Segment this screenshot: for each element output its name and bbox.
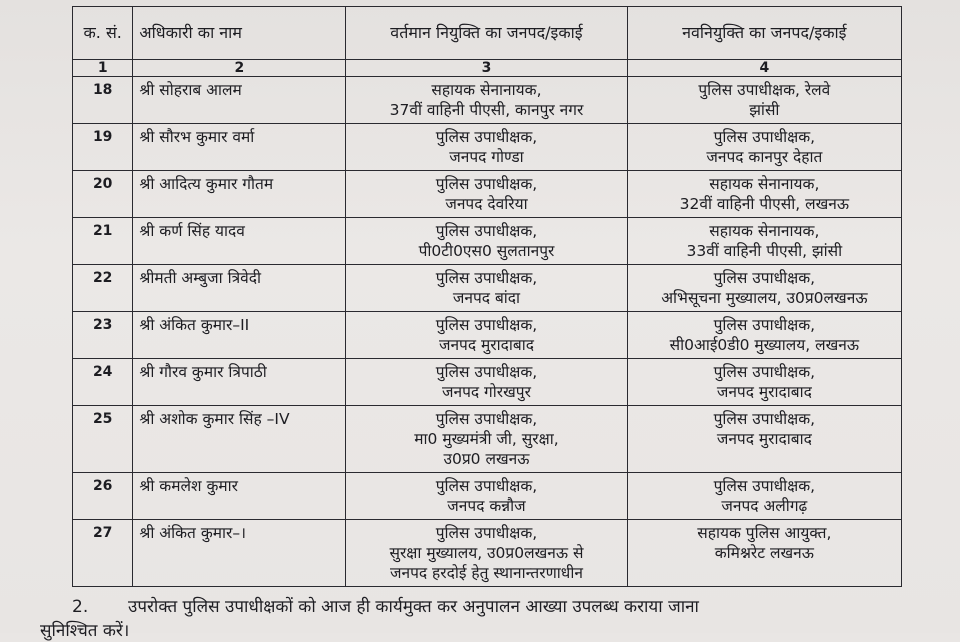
current-posting-cell [346, 473, 627, 520]
transfer-table [72, 6, 902, 587]
current-posting-line: जनपद गोण्डा [449, 148, 524, 166]
new-posting-line: अभिसूचना मुख्यालय, उ0प्र0लखनऊ [661, 289, 868, 307]
serial-number-cell: 21 [73, 218, 133, 265]
current-posting-cell [346, 218, 627, 265]
officer-name-cell: श्री सोहराब आलम [133, 77, 346, 124]
officer-name-cell: श्री गौरव कुमार त्रिपाठी [133, 359, 346, 406]
officer-name-cell: श्रीमती अम्बुजा त्रिवेदी [133, 265, 346, 312]
new-posting-line: जनपद मुरादाबाद [716, 430, 812, 448]
table-row [73, 218, 902, 265]
new-posting-cell [627, 359, 901, 406]
serial-number-cell: 18 [73, 77, 133, 124]
new-posting-line: सहायक सेनानायक, [709, 175, 820, 193]
current-posting-line: पी0टी0एस0 सुलतानपुर [418, 242, 555, 260]
header-current-posting: वर्तमान नियुक्ति का जनपद/इकाई [346, 7, 627, 60]
current-posting-line: जनपद हरदोई हेतु स्थानान्तरणाधीन [389, 564, 583, 582]
new-posting-line: सी0आई0डी0 मुख्यालय, लखनऊ [669, 336, 860, 354]
serial-number-cell: 22 [73, 265, 133, 312]
current-posting-line: पुलिस उपाधीक्षक, [435, 222, 538, 240]
current-posting-cell [346, 124, 627, 171]
table-row [73, 359, 902, 406]
officer-name-cell: श्री सौरभ कुमार वर्मा [133, 124, 346, 171]
current-posting-cell [346, 265, 627, 312]
footer-paragraph [72, 596, 932, 618]
new-posting-line: जनपद अलीगढ़ [721, 497, 808, 515]
new-posting-line: पुलिस उपाधीक्षक, रेलवे [698, 81, 831, 99]
new-posting-line: झांसी [749, 101, 780, 119]
new-posting-line: सहायक सेनानायक, [709, 222, 820, 240]
new-posting-cell [627, 265, 901, 312]
table-row [73, 406, 902, 473]
new-posting-line: 32वीं वाहिनी पीएसी, लखनऊ [679, 195, 850, 213]
new-posting-cell [627, 406, 901, 473]
officer-name-cell: श्री आदित्य कुमार गौतम [133, 171, 346, 218]
new-posting-cell [627, 473, 901, 520]
serial-number-cell: 23 [73, 312, 133, 359]
officer-name-cell: श्री अंकित कुमार–। [133, 520, 346, 587]
current-posting-line: पुलिस उपाधीक्षक, [435, 363, 538, 381]
new-posting-line: जनपद मुरादाबाद [716, 383, 812, 401]
header-officer-name: अधिकारी का नाम [133, 7, 346, 60]
column-number: 4 [627, 60, 901, 77]
current-posting-line: जनपद बांदा [452, 289, 521, 307]
serial-number-cell: 26 [73, 473, 133, 520]
current-posting-line: पुलिस उपाधीक्षक, [435, 477, 538, 495]
new-posting-line: पुलिस उपाधीक्षक, [713, 363, 816, 381]
current-posting-line: पुलिस उपाधीक्षक, [435, 128, 538, 146]
current-posting-line: जनपद कन्नौज [447, 497, 526, 515]
table-row [73, 171, 902, 218]
new-posting-cell [627, 312, 901, 359]
current-posting-line: पुलिस उपाधीक्षक, [435, 316, 538, 334]
current-posting-cell [346, 171, 627, 218]
new-posting-cell [627, 218, 901, 265]
current-posting-cell [346, 520, 627, 587]
column-number: 1 [73, 60, 133, 77]
serial-number-cell: 25 [73, 406, 133, 473]
serial-number-cell: 24 [73, 359, 133, 406]
table-row [73, 473, 902, 520]
new-posting-cell [627, 77, 901, 124]
header-serial: क. सं. [73, 7, 133, 60]
new-posting-line: पुलिस उपाधीक्षक, [713, 316, 816, 334]
column-number-row [73, 60, 902, 77]
table-row [73, 124, 902, 171]
current-posting-cell [346, 406, 627, 473]
table-header-row [73, 7, 902, 60]
column-number: 3 [346, 60, 627, 77]
new-posting-line: पुलिस उपाधीक्षक, [713, 477, 816, 495]
new-posting-line: पुलिस उपाधीक्षक, [713, 128, 816, 146]
new-posting-cell [627, 124, 901, 171]
current-posting-cell [346, 359, 627, 406]
current-posting-cell [346, 77, 627, 124]
table-row [73, 265, 902, 312]
new-posting-line: पुलिस उपाधीक्षक, [713, 410, 816, 428]
paragraph-number: 2. [72, 597, 89, 617]
current-posting-line: मा0 मुख्यमंत्री जी, सुरक्षा, [414, 430, 559, 448]
new-posting-line: पुलिस उपाधीक्षक, [713, 269, 816, 287]
current-posting-line: पुलिस उपाधीक्षक, [435, 524, 538, 542]
new-posting-cell [627, 520, 901, 587]
current-posting-cell [346, 312, 627, 359]
current-posting-line: सहायक सेनानायक, [431, 81, 542, 99]
new-posting-line: कमिश्नरेट लखनऊ [714, 544, 814, 562]
serial-number-cell: 27 [73, 520, 133, 587]
current-posting-line: सुरक्षा मुख्यालय, उ0प्र0लखनऊ से [389, 544, 584, 562]
serial-number-cell: 20 [73, 171, 133, 218]
new-posting-line: सहायक पुलिस आयुक्त, [697, 524, 832, 542]
column-number: 2 [133, 60, 346, 77]
new-posting-cell [627, 171, 901, 218]
current-posting-line: पुलिस उपाधीक्षक, [435, 269, 538, 287]
table-row [73, 520, 902, 587]
current-posting-line: पुलिस उपाधीक्षक, [435, 410, 538, 428]
current-posting-line: जनपद गोरखपुर [441, 383, 531, 401]
paragraph-text-line2: सुनिश्चित करें। [40, 621, 130, 641]
current-posting-line: जनपद मुरादाबाद [438, 336, 534, 354]
officer-name-cell: श्री अशोक कुमार सिंह –IV [133, 406, 346, 473]
officer-name-cell: श्री कमलेश कुमार [133, 473, 346, 520]
officer-name-cell: श्री कर्ण सिंह यादव [133, 218, 346, 265]
officer-name-cell: श्री अंकित कुमार–II [133, 312, 346, 359]
serial-number-cell: 19 [73, 124, 133, 171]
current-posting-line: उ0प्र0 लखनऊ [443, 450, 530, 468]
table-row [73, 77, 902, 124]
current-posting-line: 37वीं वाहिनी पीएसी, कानपुर नगर [389, 101, 584, 119]
new-posting-line: 33वीं वाहिनी पीएसी, झांसी [686, 242, 843, 260]
paragraph-text-line1: उपरोक्त पुलिस उपाधीक्षकों को आज ही कार्यमुक्त कर अनुपालन आख्या उपलब्ध कराया जाना [128, 597, 699, 617]
current-posting-line: पुलिस उपाधीक्षक, [435, 175, 538, 193]
header-new-posting: नवनियुक्ति का जनपद/इकाई [627, 7, 901, 60]
new-posting-line: जनपद कानपुर देहात [706, 148, 823, 166]
current-posting-line: जनपद देवरिया [445, 195, 528, 213]
table-row [73, 312, 902, 359]
